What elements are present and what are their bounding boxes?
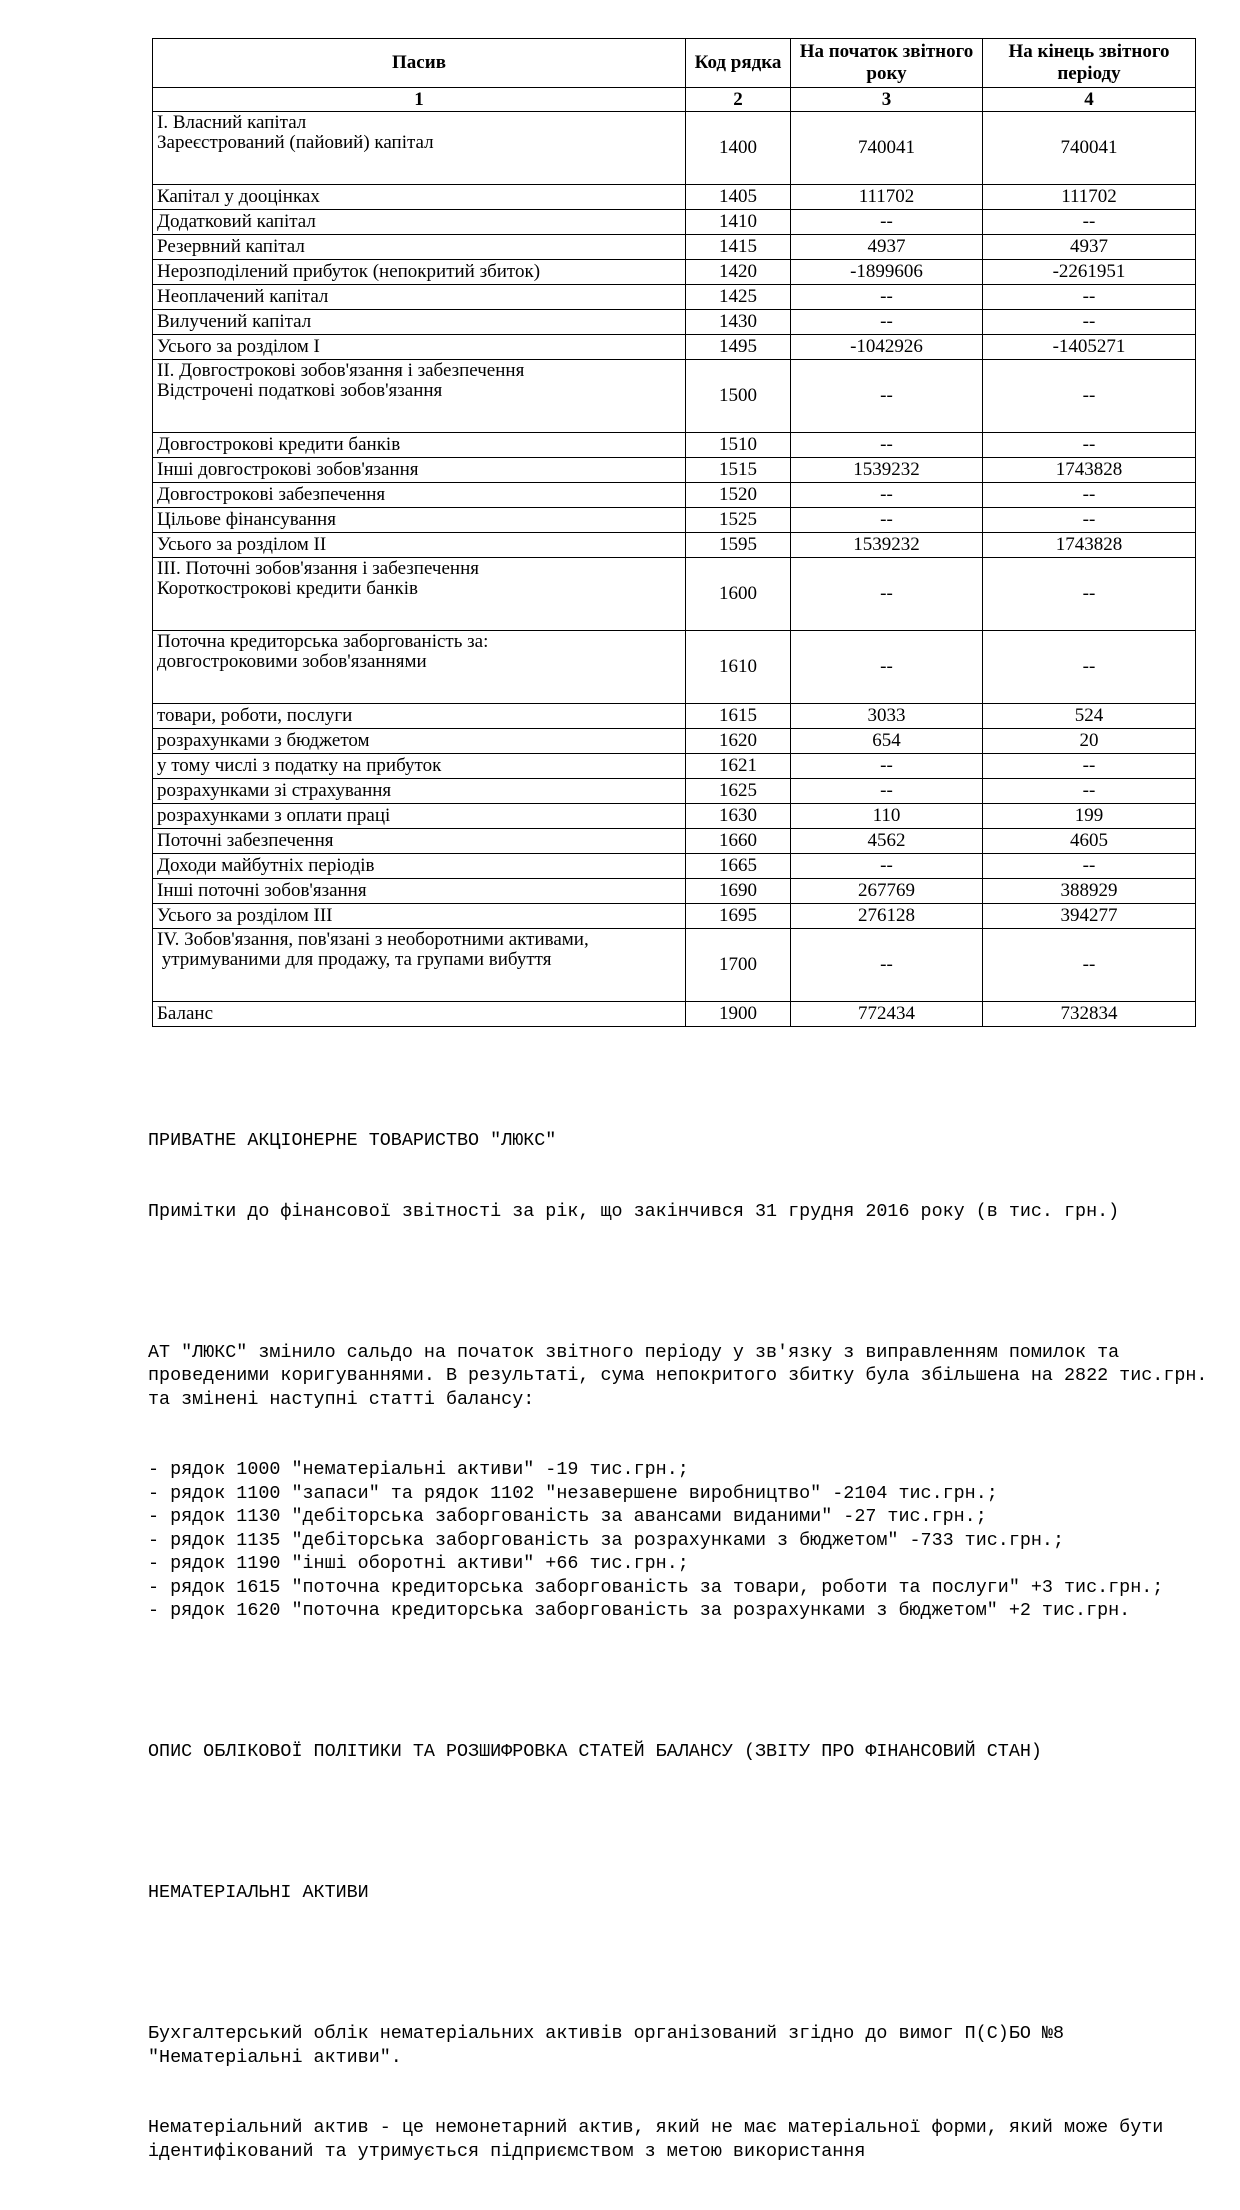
end-of-period-value: -- xyxy=(983,310,1196,335)
table-row xyxy=(153,729,1196,754)
row-label xyxy=(153,210,686,235)
table-row xyxy=(153,210,1196,235)
row-label-line: Резервний капітал xyxy=(157,236,305,257)
intangibles-paragraph: Бухгалтерський облік нематеріальних активів організований згідно до вимог П(С)БО №8 "Нематеріальні активи". xyxy=(148,2023,1076,2068)
table-row xyxy=(153,458,1196,483)
intangibles-heading: НЕМАТЕРІАЛЬНІ АКТИВИ xyxy=(148,1882,369,1903)
column-number: 1 xyxy=(153,88,686,112)
row-label-line: Короткострокові кредити банків xyxy=(157,578,418,599)
policy-heading: ОПИС ОБЛІКОВОЇ ПОЛІТИКИ ТА РОЗШИФРОВКА СТАТЕЙ БАЛАНСУ (ЗВІТУ ПРО ФІНАНСОВИЙ СТАН) xyxy=(148,1741,1042,1762)
table-row xyxy=(153,235,1196,260)
row-label xyxy=(153,929,686,1002)
table-row xyxy=(153,904,1196,929)
column-number: 2 xyxy=(686,88,791,112)
start-of-year-value: -1042926 xyxy=(791,335,983,360)
row-label xyxy=(153,235,686,260)
start-of-year-value: -- xyxy=(791,483,983,508)
row-label xyxy=(153,854,686,879)
header-row-code: Код рядка xyxy=(686,39,791,88)
row-code: 1400 xyxy=(686,112,791,185)
financial-notes xyxy=(148,1082,1219,2210)
end-of-period-value: -- xyxy=(983,508,1196,533)
adjustment-item: - рядок 1620 "поточна кредиторська заборгованість за розрахунками з бюджетом" +2 тис.грн. xyxy=(148,1600,1131,1621)
table-row xyxy=(153,335,1196,360)
table-row xyxy=(153,631,1196,704)
start-of-year-value: -- xyxy=(791,754,983,779)
start-of-year-value: -- xyxy=(791,779,983,804)
end-of-period-value: 388929 xyxy=(983,879,1196,904)
table-row xyxy=(153,112,1196,185)
row-label xyxy=(153,754,686,779)
column-number: 4 xyxy=(983,88,1196,112)
row-label xyxy=(153,533,686,558)
start-of-year-value: -- xyxy=(791,854,983,879)
end-of-period-value: 524 xyxy=(983,704,1196,729)
table-row xyxy=(153,1002,1196,1027)
table-body xyxy=(153,112,1196,1027)
row-label-line: Неоплачений капітал xyxy=(157,286,329,307)
row-code: 1660 xyxy=(686,829,791,854)
row-code: 1630 xyxy=(686,804,791,829)
table-header-row xyxy=(153,39,1196,88)
header-liabilities: Пасив xyxy=(153,39,686,88)
adjustments-list xyxy=(148,1458,1208,1623)
start-of-year-value: -- xyxy=(791,360,983,433)
end-of-period-value: 4937 xyxy=(983,235,1196,260)
row-label xyxy=(153,483,686,508)
start-of-year-value: 4937 xyxy=(791,235,983,260)
row-label xyxy=(153,185,686,210)
start-of-year-value: 1539232 xyxy=(791,458,983,483)
start-of-year-value: 772434 xyxy=(791,1002,983,1027)
end-of-period-value: -- xyxy=(983,285,1196,310)
row-label-line: Цільове фінансування xyxy=(157,509,336,530)
table-row xyxy=(153,704,1196,729)
start-of-year-value: 267769 xyxy=(791,879,983,904)
end-of-period-value: -- xyxy=(983,779,1196,804)
end-of-period-value: 4605 xyxy=(983,829,1196,854)
row-code: 1900 xyxy=(686,1002,791,1027)
table-row xyxy=(153,829,1196,854)
row-code: 1620 xyxy=(686,729,791,754)
row-code: 1495 xyxy=(686,335,791,360)
start-of-year-value: 654 xyxy=(791,729,983,754)
row-label xyxy=(153,310,686,335)
end-of-period-value: 740041 xyxy=(983,112,1196,185)
row-label-line: III. Поточні зобов'язання і забезпечення xyxy=(157,558,479,579)
adjustment-item: - рядок 1100 "запаси" та рядок 1102 "незавершене виробництво" -2104 тис.грн.; xyxy=(148,1482,998,1504)
balance-liabilities-table xyxy=(152,38,1196,1027)
row-label xyxy=(153,904,686,929)
row-label-line: II. Довгострокові зобов'язання і забезпечення xyxy=(157,360,525,381)
end-of-period-value: 20 xyxy=(983,729,1196,754)
end-of-period-value: -2261951 xyxy=(983,260,1196,285)
row-label-line: у тому числі з податку на прибуток xyxy=(157,755,442,776)
row-label-line: Зареєстрований (пайовий) капітал xyxy=(157,132,434,153)
row-label xyxy=(153,360,686,433)
end-of-period-value: -- xyxy=(983,360,1196,433)
row-label-line: IV. Зобов'язання, пов'язані з необоротними активами, xyxy=(157,929,589,950)
row-label-line: Вилучений капітал xyxy=(157,311,312,332)
row-label xyxy=(153,260,686,285)
row-label xyxy=(153,508,686,533)
row-label-line: Поточна кредиторська заборгованість за: xyxy=(157,631,489,652)
row-label-line: Довгострокові забезпечення xyxy=(157,484,386,505)
row-label-line: Нерозподілений прибуток (непокритий збиток) xyxy=(157,261,541,282)
row-code: 1525 xyxy=(686,508,791,533)
row-label xyxy=(153,631,686,704)
row-label-line: Поточні забезпечення xyxy=(157,830,334,851)
row-label-line: Доходи майбутніх періодів xyxy=(157,855,375,876)
row-code: 1415 xyxy=(686,235,791,260)
row-code: 1410 xyxy=(686,210,791,235)
row-code: 1520 xyxy=(686,483,791,508)
end-of-period-value: -- xyxy=(983,433,1196,458)
adjustment-item: - рядок 1000 "нематеріальні активи" -19 тис.грн.; xyxy=(148,1459,689,1480)
start-of-year-value: 1539232 xyxy=(791,533,983,558)
end-of-period-value: 394277 xyxy=(983,904,1196,929)
start-of-year-value: 276128 xyxy=(791,904,983,929)
row-label-line: утримуваними для продажу, та групами вибуття xyxy=(157,949,552,970)
start-of-year-value: -- xyxy=(791,929,983,1002)
adjustment-item: - рядок 1135 "дебіторська заборгованість за розрахунками з бюджетом" -733 тис.грн.; xyxy=(148,1529,1065,1551)
start-of-year-value: -- xyxy=(791,210,983,235)
table-row xyxy=(153,879,1196,904)
row-label-line: товари, роботи, послуги xyxy=(157,705,353,726)
end-of-period-value: -1405271 xyxy=(983,335,1196,360)
start-of-year-value: -- xyxy=(791,310,983,335)
row-code: 1425 xyxy=(686,285,791,310)
row-code: 1515 xyxy=(686,458,791,483)
row-label-line: розрахунками зі страхування xyxy=(157,780,392,801)
adjustment-item: - рядок 1615 "поточна кредиторська заборгованість за товари, роботи та послуги" +3 тис.грн.; xyxy=(148,1576,1164,1598)
row-code: 1610 xyxy=(686,631,791,704)
row-label-line: Додатковий капітал xyxy=(157,211,316,232)
row-label xyxy=(153,879,686,904)
end-of-period-value: -- xyxy=(983,558,1196,631)
row-label xyxy=(153,458,686,483)
adjustment-item: - рядок 1190 "інші оборотні активи" +66 тис.грн.; xyxy=(148,1553,689,1574)
row-label-line: Відстрочені податкові зобов'язання xyxy=(157,380,443,401)
table-row xyxy=(153,929,1196,1002)
table-row xyxy=(153,533,1196,558)
end-of-period-value: 111702 xyxy=(983,185,1196,210)
row-label-line: довгостроковими зобов'язаннями xyxy=(157,651,427,672)
start-of-year-value: -- xyxy=(791,285,983,310)
row-label-line: Інші довгострокові зобов'язання xyxy=(157,459,419,480)
start-of-year-value: -- xyxy=(791,558,983,631)
end-of-period-value: 1743828 xyxy=(983,458,1196,483)
row-label-line: I. Власний капітал xyxy=(157,112,307,133)
row-code: 1700 xyxy=(686,929,791,1002)
end-of-period-value: 732834 xyxy=(983,1002,1196,1027)
row-label xyxy=(153,1002,686,1027)
end-of-period-value: -- xyxy=(983,210,1196,235)
row-label xyxy=(153,704,686,729)
start-of-year-value: 111702 xyxy=(791,185,983,210)
row-label-line: Усього за розділом II xyxy=(157,534,327,555)
start-of-year-value: 740041 xyxy=(791,112,983,185)
row-label xyxy=(153,285,686,310)
row-code: 1600 xyxy=(686,558,791,631)
row-label xyxy=(153,729,686,754)
adjustment-item: - рядок 1130 "дебіторська заборгованість за авансами виданими" -27 тис.грн.; xyxy=(148,1506,987,1527)
row-label xyxy=(153,779,686,804)
row-label xyxy=(153,433,686,458)
row-label xyxy=(153,558,686,631)
table-row xyxy=(153,804,1196,829)
end-of-period-value: -- xyxy=(983,929,1196,1002)
company-name: ПРИВАТНЕ АКЦІОНЕРНЕ ТОВАРИСТВО "ЛЮКС" xyxy=(148,1130,557,1151)
end-of-period-value: 1743828 xyxy=(983,533,1196,558)
intangibles-definition: Нематеріальний актив - це немонетарний актив, який не має матеріальної форми, який може бути ідентифікований та утримується підприємством з метою використання xyxy=(148,2117,1175,2162)
table-row xyxy=(153,433,1196,458)
end-of-period-value: 199 xyxy=(983,804,1196,829)
row-label-line: Довгострокові кредити банків xyxy=(157,434,401,455)
row-code: 1690 xyxy=(686,879,791,904)
row-code: 1500 xyxy=(686,360,791,433)
table-row xyxy=(153,854,1196,879)
row-label-line: Усього за розділом I xyxy=(157,336,320,357)
table-row xyxy=(153,260,1196,285)
table-row xyxy=(153,185,1196,210)
start-of-year-value: -1899606 xyxy=(791,260,983,285)
header-end-of-period: На кінець звітного періоду xyxy=(983,39,1196,88)
row-code: 1405 xyxy=(686,185,791,210)
start-of-year-value: -- xyxy=(791,508,983,533)
table-row xyxy=(153,779,1196,804)
row-label xyxy=(153,112,686,185)
start-of-year-value: -- xyxy=(791,433,983,458)
row-label-line: Інші поточні зобов'язання xyxy=(157,880,367,901)
start-of-year-value: 4562 xyxy=(791,829,983,854)
table-row xyxy=(153,360,1196,433)
end-of-period-value: -- xyxy=(983,754,1196,779)
start-of-year-value: 110 xyxy=(791,804,983,829)
row-code: 1621 xyxy=(686,754,791,779)
end-of-period-value: -- xyxy=(983,631,1196,704)
adjustment-paragraph: АТ "ЛЮКС" змінило сальдо на початок звітного періоду у зв'язку з виправленням помилок та проведеними коригуваннями. В результаті, сума непокритого збитку була збільшена на 2822 тис.грн. та змінені наступні статті балансу: xyxy=(148,1341,1219,1410)
row-code: 1665 xyxy=(686,854,791,879)
header-start-of-year: На початок звітного року xyxy=(791,39,983,88)
column-number-row xyxy=(153,88,1196,112)
row-code: 1510 xyxy=(686,433,791,458)
start-of-year-value: -- xyxy=(791,631,983,704)
row-label xyxy=(153,829,686,854)
table-row xyxy=(153,285,1196,310)
table-row xyxy=(153,310,1196,335)
notes-subtitle: Примітки до фінансової звітності за рік, що закінчився 31 грудня 2016 року (в тис. грн.) xyxy=(148,1200,1120,1222)
end-of-period-value: -- xyxy=(983,854,1196,879)
table-row xyxy=(153,483,1196,508)
row-code: 1420 xyxy=(686,260,791,285)
row-code: 1695 xyxy=(686,904,791,929)
table-row xyxy=(153,754,1196,779)
table-row xyxy=(153,508,1196,533)
row-label-line: Баланс xyxy=(157,1003,214,1024)
row-code: 1615 xyxy=(686,704,791,729)
table-row xyxy=(153,558,1196,631)
row-code: 1625 xyxy=(686,779,791,804)
end-of-period-value: -- xyxy=(983,483,1196,508)
start-of-year-value: 3033 xyxy=(791,704,983,729)
row-label-line: розрахунками з бюджетом xyxy=(157,730,370,751)
row-label xyxy=(153,804,686,829)
row-label xyxy=(153,335,686,360)
row-label-line: Капітал у дооцінках xyxy=(157,186,320,207)
row-label-line: Усього за розділом III xyxy=(157,905,333,926)
row-code: 1595 xyxy=(686,533,791,558)
row-code: 1430 xyxy=(686,310,791,335)
column-number: 3 xyxy=(791,88,983,112)
row-label-line: розрахунками з оплати праці xyxy=(157,805,391,826)
